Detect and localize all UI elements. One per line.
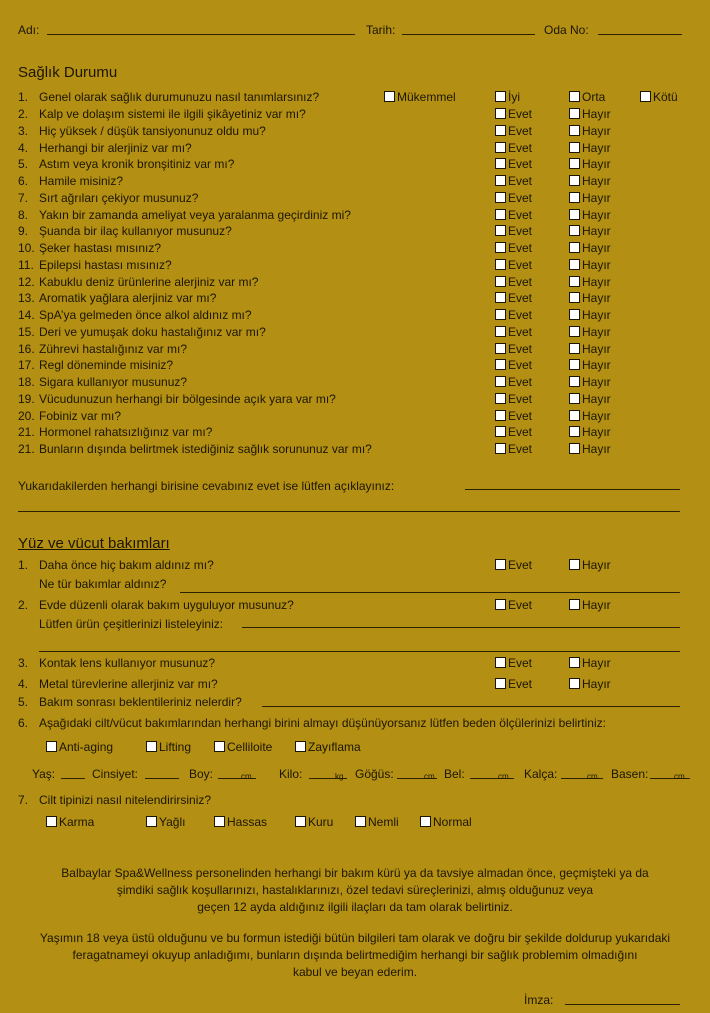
answer-no[interactable]: Hayır	[569, 241, 611, 255]
checkbox[interactable]	[569, 142, 580, 153]
chest-unit: cm.	[424, 772, 437, 781]
explain-field-2[interactable]	[18, 511, 680, 512]
question-number: 15.	[18, 325, 35, 339]
question-text: Regl döneminde misiniz?	[39, 358, 174, 372]
answer-yes[interactable]: Evet	[495, 157, 532, 171]
checkbox[interactable]	[495, 376, 506, 387]
care-q2-yes[interactable]: Evet	[495, 598, 532, 612]
gender-label: Cinsiyet:	[92, 767, 139, 781]
room-field[interactable]	[598, 34, 682, 35]
checkbox[interactable]	[569, 209, 580, 220]
skin-yagli[interactable]: Yağlı	[146, 815, 185, 829]
answer-yes[interactable]: Evet	[495, 442, 532, 456]
question-number: 6.	[18, 716, 29, 730]
checkbox[interactable]	[495, 393, 506, 404]
checkbox[interactable]	[495, 326, 506, 337]
checkbox[interactable]	[495, 359, 506, 370]
question-text: Hormonel rahatsızlığınız var mı?	[39, 425, 213, 439]
question-text: Astım veya kronik bronşitiniz var mı?	[39, 157, 235, 171]
question-number: 20.	[18, 409, 35, 423]
answer-yes[interactable]: Evet	[495, 258, 532, 272]
checkbox[interactable]	[495, 678, 506, 689]
care-q2-field-2[interactable]	[39, 651, 680, 652]
room-label: Oda No:	[544, 23, 589, 37]
checkbox[interactable]	[569, 443, 580, 454]
question-text: Zührevi hastalığınız var mı?	[39, 342, 188, 356]
question-number: 12.	[18, 275, 35, 289]
checkbox[interactable]	[495, 192, 506, 203]
answer-no[interactable]: Hayır	[569, 308, 611, 322]
question-number: 16.	[18, 342, 35, 356]
checkbox[interactable]	[420, 816, 431, 827]
treatment-celliloite[interactable]: Celliloite	[214, 740, 272, 754]
question-number: 3.	[18, 656, 29, 670]
question-number: 6.	[18, 174, 29, 188]
answer-no[interactable]: Hayır	[569, 325, 611, 339]
question-text: Bunların dışında belirtmek istediğiniz sağlık sorununuz var mı?	[39, 442, 372, 456]
answer-no[interactable]: Hayır	[569, 342, 611, 356]
treatment-anti-aging[interactable]: Anti-aging	[46, 740, 113, 754]
health-section-title: Sağlık Durumu	[18, 64, 118, 81]
checkbox[interactable]	[495, 343, 506, 354]
notice-paragraph-1: Balbaylar Spa&Wellness personelinden herhangi bir bakım kürü ya da tavsiye almadan önce, geçmişteki ya da şimdiki sağlık koşullarınızı, hastalıklarınızı, özel tedavi süreçlerinizi, almış olduğunuz veya geçen 12 ayda aldığınız ilgili ilaçları da tam olarak belirtiniz.	[61, 866, 649, 914]
question-number: 4.	[18, 141, 29, 155]
answer-yes[interactable]: Evet	[495, 275, 532, 289]
checkbox[interactable]	[569, 276, 580, 287]
answer-no[interactable]: Hayır	[569, 442, 611, 456]
care-q3-no[interactable]: Hayır	[569, 656, 611, 670]
answer-yes[interactable]: Evet	[495, 342, 532, 356]
question-text: Sırt ağrıları çekiyor musunuz?	[39, 191, 199, 205]
question-text: Yakın bir zamanda ameliyat veya yaralanma geçirdiniz mi?	[39, 208, 351, 222]
question-text: Epilepsi hastası mısınız?	[39, 258, 172, 272]
answer-no[interactable]: Hayır	[569, 409, 611, 423]
checkbox[interactable]	[569, 225, 580, 236]
answer-yes[interactable]: Evet	[495, 325, 532, 339]
question-number: 7.	[18, 191, 29, 205]
gender-field[interactable]	[145, 778, 179, 779]
signature-field[interactable]	[565, 1004, 680, 1005]
question-text: Şeker hastası mısınız?	[39, 241, 162, 255]
care-q1-text: Daha önce hiç bakım aldınız mı?	[39, 558, 214, 572]
checkbox[interactable]	[569, 91, 580, 102]
checkbox[interactable]	[295, 741, 306, 752]
question-number: 2.	[18, 107, 29, 121]
answer-yes[interactable]: Evet	[495, 291, 532, 305]
checkbox[interactable]	[495, 309, 506, 320]
question-number: 13.	[18, 291, 35, 305]
question-text: Vücudunuzun herhangi bir bölgesinde açık yara var mı?	[39, 392, 336, 406]
answer-no[interactable]: Hayır	[569, 224, 611, 238]
question-text: Kabuklu deniz ürünlerine alerjiniz var mı?	[39, 275, 259, 289]
checkbox[interactable]	[569, 242, 580, 253]
checkbox[interactable]	[569, 309, 580, 320]
checkbox[interactable]	[495, 559, 506, 570]
signature-label: İmza:	[524, 993, 554, 1007]
question-text: Deri ve yumuşak doku hastalığınız var mı?	[39, 325, 266, 339]
care-q4-text: Metal türevlerine allerjiniz var mı?	[39, 677, 218, 691]
question-text: Herhangi bir alerjiniz var mı?	[39, 141, 192, 155]
checkbox[interactable]	[569, 192, 580, 203]
checkbox[interactable]	[214, 741, 225, 752]
skin-nemli[interactable]: Nemli	[355, 815, 399, 829]
question-number: 8.	[18, 208, 29, 222]
checkbox[interactable]	[569, 678, 580, 689]
question-text: Kalp ve dolaşım sistemi ile ilgili şikâyetiniz var mı?	[39, 107, 306, 121]
answer-yes[interactable]: Evet	[495, 241, 532, 255]
answer-yes[interactable]: Evet	[495, 358, 532, 372]
name-label: Adı:	[18, 23, 40, 37]
care-q1-field[interactable]	[180, 592, 680, 593]
hip-unit: cm.	[587, 772, 600, 781]
question-number: 19.	[18, 392, 35, 406]
checkbox[interactable]	[495, 259, 506, 270]
checkbox[interactable]	[46, 741, 57, 752]
answer-yes[interactable]: Evet	[495, 141, 532, 155]
checkbox[interactable]	[569, 599, 580, 610]
skin-hassas[interactable]: Hassas	[214, 815, 267, 829]
answer-no[interactable]: Hayır	[569, 191, 611, 205]
checkbox[interactable]	[569, 559, 580, 570]
answer-no[interactable]: Hayır	[569, 392, 611, 406]
checkbox[interactable]	[495, 657, 506, 668]
age-label: Yaş:	[32, 767, 56, 781]
checkbox[interactable]	[569, 343, 580, 354]
checkbox[interactable]	[640, 91, 651, 102]
answer-no[interactable]: Hayır	[569, 291, 611, 305]
care-q7-text: Cilt tipinizi nasıl nitelendirirsiniz?	[39, 793, 212, 807]
question-text: Şuanda bir ilaç kullanıyor musunuz?	[39, 224, 232, 238]
date-label: Tarih:	[366, 23, 396, 37]
care-q3-yes[interactable]: Evet	[495, 656, 532, 670]
checkbox[interactable]	[569, 292, 580, 303]
weight-unit: kg.	[335, 772, 346, 781]
checkbox[interactable]	[495, 426, 506, 437]
checkbox[interactable]	[569, 426, 580, 437]
question-text: Sigara kullanıyor musunuz?	[39, 375, 188, 389]
answer-yes[interactable]: Evet	[495, 308, 532, 322]
checkbox[interactable]	[569, 259, 580, 270]
option-bad[interactable]: Kötü	[640, 90, 678, 104]
hips-label: Basen:	[611, 767, 649, 781]
answer-no[interactable]: Hayır	[569, 375, 611, 389]
checkbox[interactable]	[495, 599, 506, 610]
question-number: 3.	[18, 124, 29, 138]
care-q2-field[interactable]	[242, 627, 680, 628]
date-field[interactable]	[402, 34, 535, 35]
name-field[interactable]	[47, 34, 355, 35]
checkbox[interactable]	[495, 142, 506, 153]
care-q5-field[interactable]	[262, 706, 680, 707]
checkbox[interactable]	[214, 816, 225, 827]
question-number: 5.	[18, 695, 29, 709]
option-average[interactable]: Orta	[569, 90, 605, 104]
weight-label: Kilo:	[279, 767, 303, 781]
answer-yes[interactable]: Evet	[495, 224, 532, 238]
care-q1-sub: Ne tür bakımlar aldınız?	[39, 577, 167, 591]
checkbox[interactable]	[495, 125, 506, 136]
age-field[interactable]	[61, 778, 85, 779]
checkbox[interactable]	[495, 91, 506, 102]
option-good[interactable]: İyi	[495, 90, 520, 104]
question-number: 11.	[18, 258, 34, 272]
care-q4-yes[interactable]: Evet	[495, 677, 532, 691]
answer-yes[interactable]: Evet	[495, 124, 532, 138]
checkbox[interactable]	[355, 816, 366, 827]
question-number: 10.	[18, 241, 35, 255]
treatment-lifting[interactable]: Lifting	[146, 740, 191, 754]
checkbox[interactable]	[569, 108, 580, 119]
checkbox[interactable]	[295, 816, 306, 827]
answer-no[interactable]: Hayır	[569, 208, 611, 222]
care-q2-sub: Lütfen ürün çeşitlerinizi listeleyiniz:	[39, 617, 224, 631]
checkbox[interactable]	[569, 125, 580, 136]
care-q2-no[interactable]: Hayır	[569, 598, 611, 612]
question-number: 4.	[18, 677, 29, 691]
question-number: 7.	[18, 793, 29, 807]
care-q2-text: Evde düzenli olarak bakım uyguluyor musunuz?	[39, 598, 294, 612]
answer-no[interactable]: Hayır	[569, 174, 611, 188]
care-q1-no[interactable]: Hayır	[569, 558, 611, 572]
question-text: Aromatik yağlara alerjiniz var mı?	[39, 291, 217, 305]
question-number: 5.	[18, 157, 29, 171]
answer-yes[interactable]: Evet	[495, 174, 532, 188]
checkbox[interactable]	[569, 359, 580, 370]
waist-unit: cm.	[498, 772, 511, 781]
answer-no[interactable]: Hayır	[569, 275, 611, 289]
checkbox[interactable]	[495, 158, 506, 169]
checkbox[interactable]	[495, 242, 506, 253]
question-number: 9.	[18, 224, 29, 238]
checkbox[interactable]	[569, 393, 580, 404]
height-label: Boy:	[189, 767, 214, 781]
care-section-title: Yüz ve vücut bakımları	[18, 535, 170, 552]
checkbox[interactable]	[495, 410, 506, 421]
answer-yes[interactable]: Evet	[495, 208, 532, 222]
skin-kuru[interactable]: Kuru	[295, 815, 333, 829]
skin-karma[interactable]: Karma	[46, 815, 94, 829]
notice-paragraph-2: Yaşımın 18 veya üstü olduğunu ve bu formun istediği bütün bilgileri tam olarak ve doğru bir şekilde doldurup yukarıdaki feragatnameyi okuyup anladığımı, bunların dışında belirtmediğim herhangi bir sağlık problemim olmadığını kabul ve beyan ederim.	[39, 931, 671, 979]
answer-no[interactable]: Hayır	[569, 258, 611, 272]
treatment-zayiflama[interactable]: Zayıflama	[295, 740, 361, 754]
question-number: 1.	[18, 90, 29, 104]
answer-yes[interactable]: Evet	[495, 425, 532, 439]
answer-yes[interactable]: Evet	[495, 409, 532, 423]
care-q6-text: Aşağıdaki cilt/vücut bakımlarından herhangi birini almayı düşünüyorsanız lütfen beden ölçülerinizi belirtiniz:	[39, 716, 606, 730]
question-text: Fobiniz var mı?	[39, 409, 122, 423]
answer-yes[interactable]: Evet	[495, 107, 532, 121]
care-q3-text: Kontak lens kullanıyor musunuz?	[39, 656, 216, 670]
explain-field[interactable]	[465, 489, 680, 490]
checkbox[interactable]	[569, 410, 580, 421]
answer-yes[interactable]: Evet	[495, 191, 532, 205]
checkbox[interactable]	[495, 276, 506, 287]
checkbox[interactable]	[384, 91, 395, 102]
question-text: Genel olarak sağlık durumunuzu nasıl tanımlarsınız?	[39, 90, 320, 104]
answer-no[interactable]: Hayır	[569, 141, 611, 155]
checkbox[interactable]	[495, 175, 506, 186]
skin-normal[interactable]: Normal	[420, 815, 472, 829]
question-number: 14.	[18, 308, 35, 322]
checkbox[interactable]	[495, 209, 506, 220]
answer-yes[interactable]: Evet	[495, 375, 532, 389]
explain-label: Yukarıdakilerden herhangi birisine cevabınız evet ise lütfen açıklayınız:	[18, 479, 395, 493]
hip-label: Kalça:	[524, 767, 558, 781]
question-number: 1.	[18, 558, 29, 572]
checkbox[interactable]	[495, 443, 506, 454]
checkbox[interactable]	[146, 741, 157, 752]
checkbox[interactable]	[569, 657, 580, 668]
checkbox[interactable]	[569, 326, 580, 337]
option-excellent[interactable]: Mükemmel	[384, 90, 456, 104]
care-q1-yes[interactable]: Evet	[495, 558, 532, 572]
answer-no[interactable]: Hayır	[569, 157, 611, 171]
question-number: 17.	[18, 358, 35, 372]
question-text: SpA’ya gelmeden önce alkol aldınız mı?	[39, 308, 252, 322]
answer-no[interactable]: Hayır	[569, 124, 611, 138]
waist-label: Bel:	[444, 767, 465, 781]
answer-yes[interactable]: Evet	[495, 392, 532, 406]
checkbox[interactable]	[146, 816, 157, 827]
care-q4-no[interactable]: Hayır	[569, 677, 611, 691]
checkbox[interactable]	[569, 376, 580, 387]
checkbox[interactable]	[46, 816, 57, 827]
checkbox[interactable]	[495, 292, 506, 303]
question-text: Hiç yüksek / düşük tansiyonunuz oldu mu?	[39, 124, 266, 138]
answer-no[interactable]: Hayır	[569, 425, 611, 439]
height-unit: cm.	[241, 772, 254, 781]
question-number: 21.	[18, 425, 35, 439]
question-text: Hamile misiniz?	[39, 174, 124, 188]
hips-unit: cm.	[674, 772, 687, 781]
chest-label: Göğüs:	[355, 767, 394, 781]
checkbox[interactable]	[495, 108, 506, 119]
checkbox[interactable]	[569, 158, 580, 169]
question-number: 18.	[18, 375, 35, 389]
checkbox[interactable]	[569, 175, 580, 186]
care-q5-text: Bakım sonrası beklentileriniz nelerdir?	[39, 695, 242, 709]
question-number: 21.	[18, 442, 35, 456]
question-number: 2.	[18, 598, 29, 612]
answer-no[interactable]: Hayır	[569, 358, 611, 372]
checkbox[interactable]	[495, 225, 506, 236]
answer-no[interactable]: Hayır	[569, 107, 611, 121]
